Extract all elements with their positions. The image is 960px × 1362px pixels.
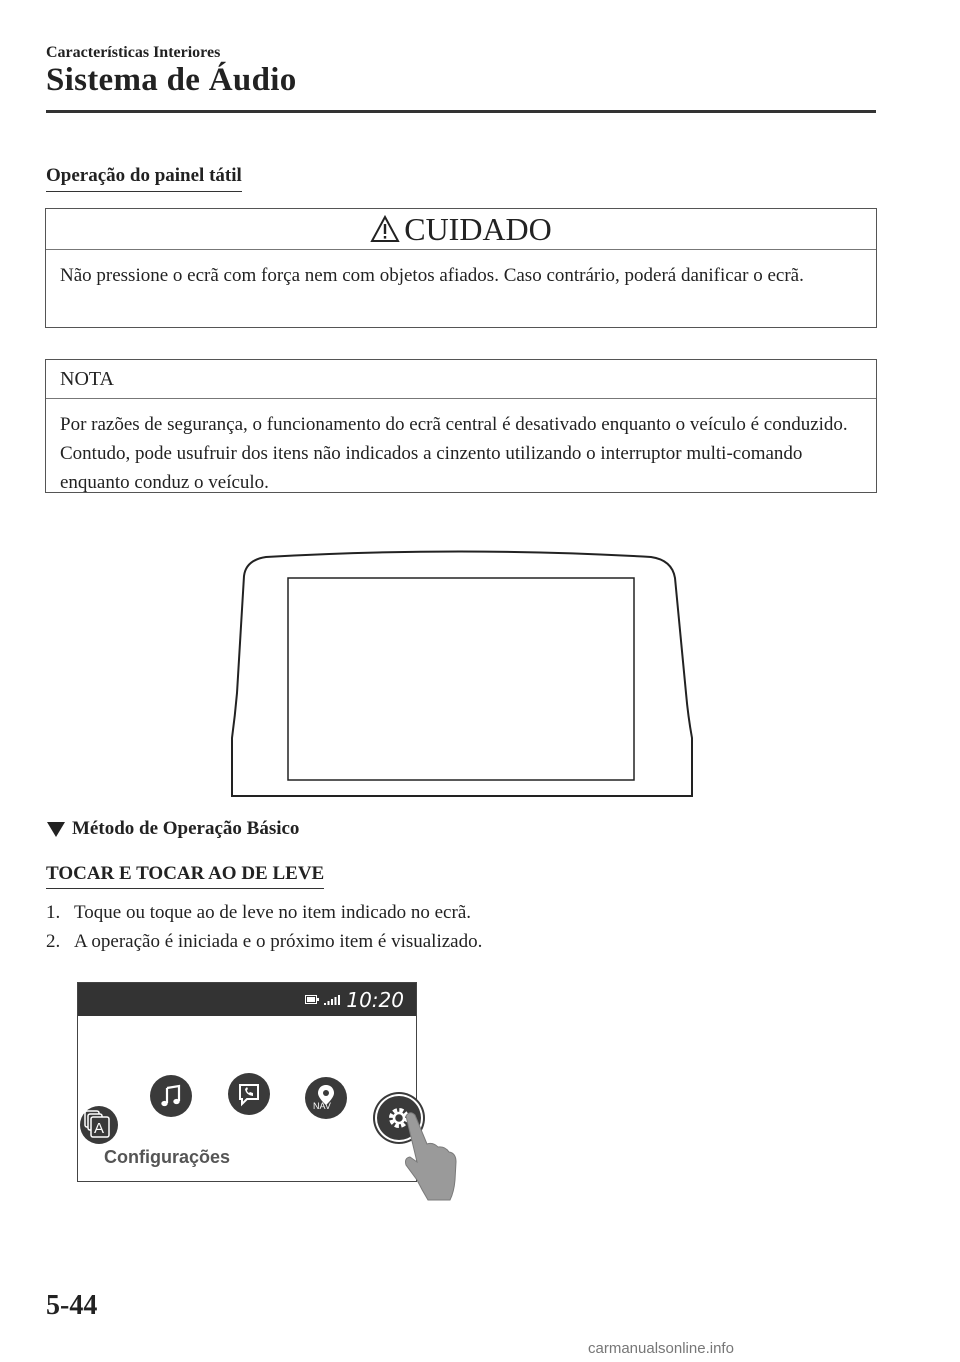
method-heading	[46, 818, 299, 840]
center-display-illustration	[226, 548, 696, 798]
title-divider	[46, 110, 876, 113]
status-bar	[78, 983, 416, 1016]
method-title: Método de Operação Básico	[72, 818, 300, 839]
caution-header	[46, 209, 876, 250]
apps-letter: A	[94, 1120, 105, 1137]
nav-label: NAV	[313, 1101, 331, 1111]
note-title: NOTA	[60, 367, 114, 390]
finger-pointer-icon	[400, 1110, 460, 1202]
caution-box	[45, 208, 877, 328]
page-number: 5-44	[46, 1290, 98, 1321]
selected-item-label: Configurações	[104, 1147, 231, 1167]
caution-text: Não pressione o ecrã com força nem com objetos afiados. Caso contrário, poderá danificar o ecrã.	[60, 265, 804, 286]
step-number: 2.	[46, 931, 61, 952]
navigation-icon[interactable]	[305, 1077, 347, 1119]
step-item	[46, 927, 482, 956]
apps-icon[interactable]	[79, 1103, 119, 1145]
step-number: 1.	[46, 902, 61, 923]
note-text: Por razões de segurança, o funcionamento do ecrã central é desativado enquanto o veículo é conduzido. Contudo, pode usufruir dos itens não indicados a cinzento utilizando o interruptor multi-comando enquanto conduz o veículo.	[60, 414, 848, 493]
steps-list	[46, 898, 482, 956]
section-label: Características Interiores	[46, 44, 221, 61]
clock: 10:20	[346, 987, 404, 1012]
signal-icon	[324, 995, 340, 1005]
page-title: Sistema de Áudio	[46, 62, 297, 98]
phone-icon[interactable]	[228, 1073, 270, 1115]
step-text: A operação é iniciada e o próximo item é visualizado.	[74, 931, 483, 952]
music-icon[interactable]	[150, 1075, 192, 1117]
step-text: Toque ou toque ao de leve no item indicado no ecrã.	[74, 902, 472, 923]
triangle-marker-icon	[46, 820, 66, 838]
warning-icon	[370, 215, 400, 243]
note-header	[46, 360, 876, 399]
note-box	[45, 359, 877, 493]
battery-icon	[305, 995, 319, 1004]
watermark-text: carmanualsonline.info	[588, 1340, 734, 1357]
subheading: Operação do painel tátil	[46, 165, 242, 192]
caution-title: CUIDADO	[404, 210, 552, 247]
step-item	[46, 898, 482, 927]
touch-subtitle: TOCAR E TOCAR AO DE LEVE	[46, 863, 324, 889]
